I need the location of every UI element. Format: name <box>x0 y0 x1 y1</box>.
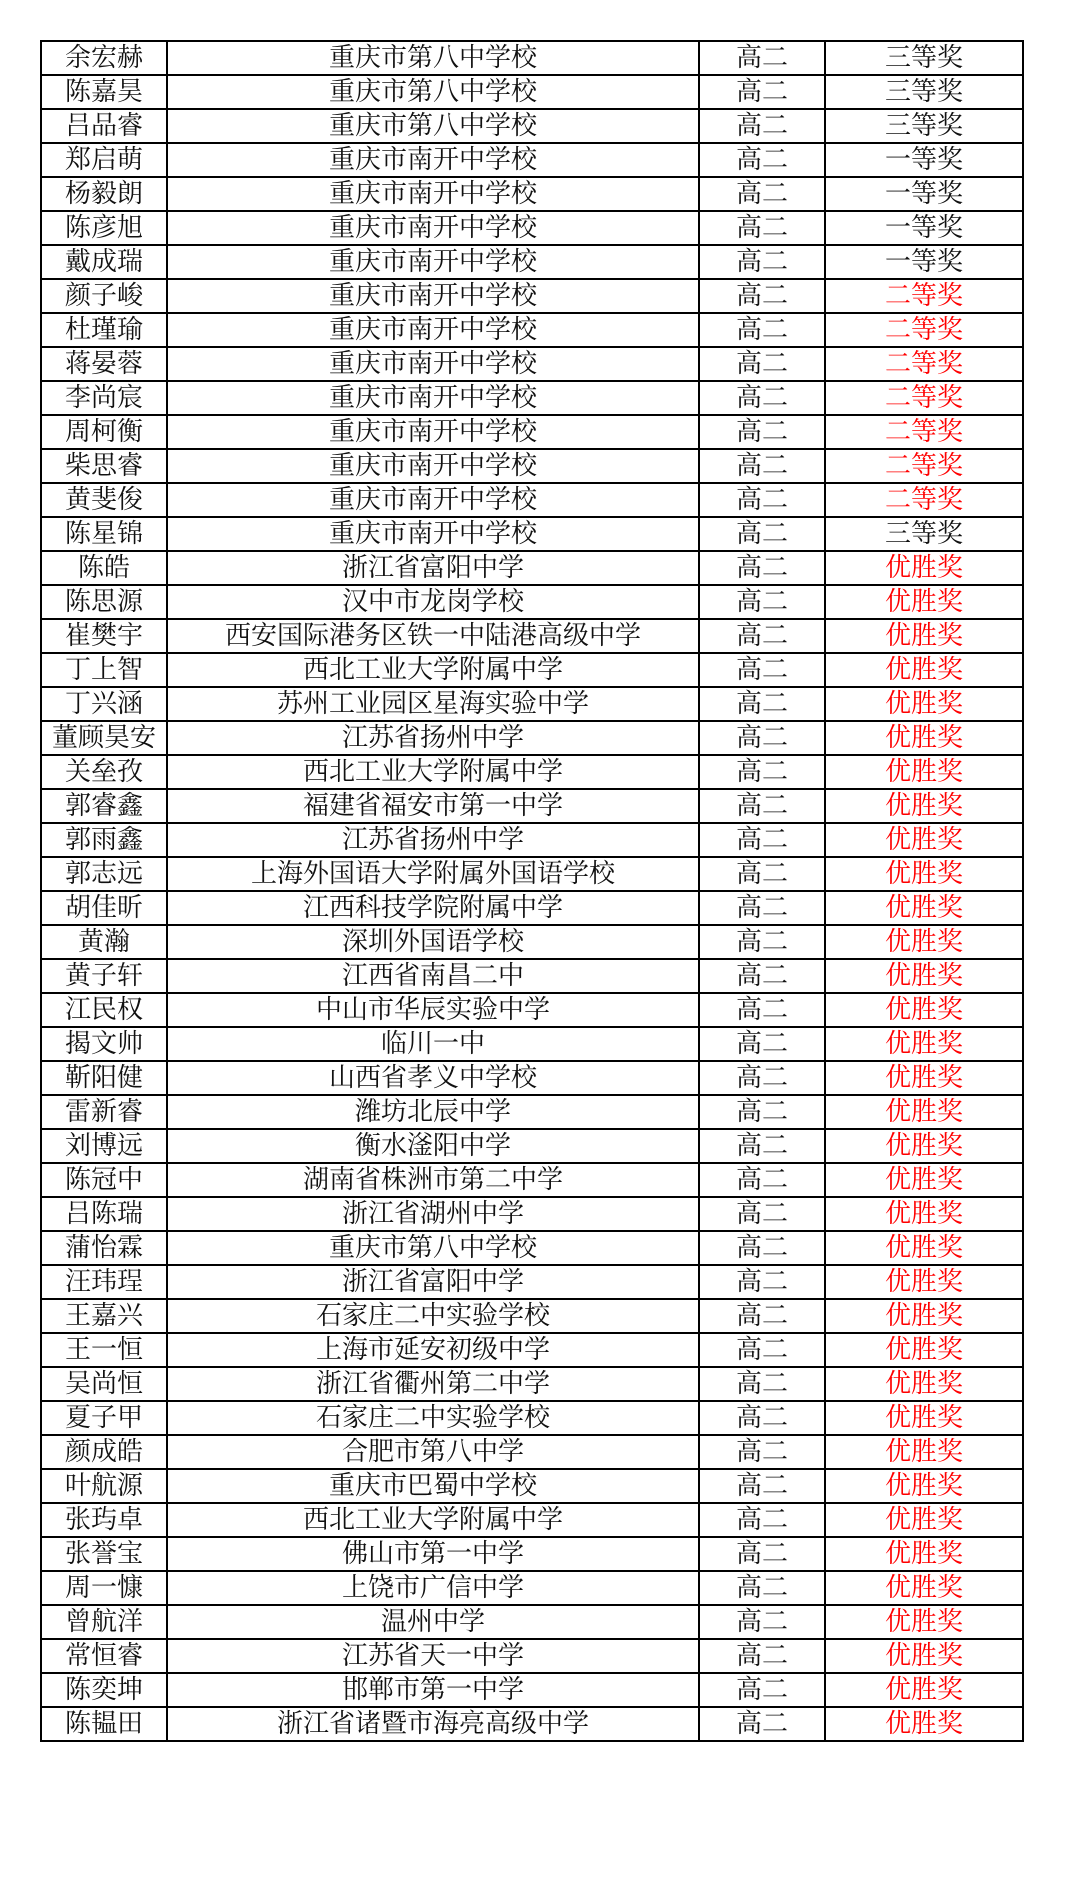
table-row <box>41 755 1023 789</box>
school-cell: 上海外国语大学附属外国语学校 <box>167 857 699 891</box>
grade-cell: 高二 <box>699 1673 825 1707</box>
school-cell: 重庆市南开中学校 <box>167 313 699 347</box>
grade-cell: 高二 <box>699 75 825 109</box>
student-name-cell: 颜成皓 <box>41 1435 167 1469</box>
table-row <box>41 1469 1023 1503</box>
award-cell: 一等奖 <box>825 143 1023 177</box>
table-row <box>41 1299 1023 1333</box>
award-cell: 二等奖 <box>825 381 1023 415</box>
table-row <box>41 1197 1023 1231</box>
student-name-cell: 靳阳健 <box>41 1061 167 1095</box>
grade-cell: 高二 <box>699 1061 825 1095</box>
school-cell: 合肥市第八中学 <box>167 1435 699 1469</box>
table-row <box>41 891 1023 925</box>
award-cell: 优胜奖 <box>825 1197 1023 1231</box>
student-name-cell: 周柯衡 <box>41 415 167 449</box>
award-cell: 优胜奖 <box>825 585 1023 619</box>
award-cell: 一等奖 <box>825 177 1023 211</box>
school-cell: 临川一中 <box>167 1027 699 1061</box>
grade-cell: 高二 <box>699 789 825 823</box>
school-cell: 江苏省天一中学 <box>167 1639 699 1673</box>
table-row <box>41 279 1023 313</box>
student-name-cell: 蒋晏蓉 <box>41 347 167 381</box>
award-cell: 优胜奖 <box>825 1095 1023 1129</box>
award-cell: 优胜奖 <box>825 1061 1023 1095</box>
award-cell: 优胜奖 <box>825 789 1023 823</box>
table-row <box>41 1435 1023 1469</box>
school-cell: 重庆市第八中学校 <box>167 41 699 75</box>
grade-cell: 高二 <box>699 1537 825 1571</box>
school-cell: 浙江省衢州第二中学 <box>167 1367 699 1401</box>
grade-cell: 高二 <box>699 1503 825 1537</box>
table-row <box>41 1503 1023 1537</box>
award-cell: 二等奖 <box>825 279 1023 313</box>
grade-cell: 高二 <box>699 1435 825 1469</box>
table-row <box>41 1639 1023 1673</box>
table-row <box>41 381 1023 415</box>
student-name-cell: 陈奕坤 <box>41 1673 167 1707</box>
grade-cell: 高二 <box>699 1707 825 1741</box>
student-name-cell: 吴尚恒 <box>41 1367 167 1401</box>
grade-cell: 高二 <box>699 1163 825 1197</box>
table-row <box>41 1367 1023 1401</box>
table-row <box>41 1333 1023 1367</box>
student-name-cell: 雷新睿 <box>41 1095 167 1129</box>
award-cell: 优胜奖 <box>825 823 1023 857</box>
grade-cell: 高二 <box>699 313 825 347</box>
grade-cell: 高二 <box>699 1469 825 1503</box>
table-row <box>41 143 1023 177</box>
award-cell: 优胜奖 <box>825 891 1023 925</box>
award-cell: 优胜奖 <box>825 1299 1023 1333</box>
school-cell: 浙江省富阳中学 <box>167 1265 699 1299</box>
grade-cell: 高二 <box>699 891 825 925</box>
award-cell: 二等奖 <box>825 313 1023 347</box>
student-name-cell: 吕品睿 <box>41 109 167 143</box>
awards-table-body <box>41 41 1023 1741</box>
school-cell: 潍坊北辰中学 <box>167 1095 699 1129</box>
table-row <box>41 313 1023 347</box>
student-name-cell: 周一慷 <box>41 1571 167 1605</box>
grade-cell: 高二 <box>699 857 825 891</box>
award-cell: 优胜奖 <box>825 1673 1023 1707</box>
student-name-cell: 吕陈瑞 <box>41 1197 167 1231</box>
grade-cell: 高二 <box>699 619 825 653</box>
school-cell: 上饶市广信中学 <box>167 1571 699 1605</box>
grade-cell: 高二 <box>699 1027 825 1061</box>
student-name-cell: 常恒睿 <box>41 1639 167 1673</box>
student-name-cell: 黄斐俊 <box>41 483 167 517</box>
student-name-cell: 陈冠中 <box>41 1163 167 1197</box>
grade-cell: 高二 <box>699 245 825 279</box>
school-cell: 浙江省诸暨市海亮高级中学 <box>167 1707 699 1741</box>
table-row <box>41 1265 1023 1299</box>
award-cell: 优胜奖 <box>825 619 1023 653</box>
student-name-cell: 夏子甲 <box>41 1401 167 1435</box>
grade-cell: 高二 <box>699 109 825 143</box>
school-cell: 江西科技学院附属中学 <box>167 891 699 925</box>
school-cell: 重庆市第八中学校 <box>167 1231 699 1265</box>
table-row <box>41 1163 1023 1197</box>
table-row <box>41 517 1023 551</box>
grade-cell: 高二 <box>699 1231 825 1265</box>
grade-cell: 高二 <box>699 483 825 517</box>
student-name-cell: 崔樊宇 <box>41 619 167 653</box>
student-name-cell: 王嘉兴 <box>41 1299 167 1333</box>
grade-cell: 高二 <box>699 279 825 313</box>
student-name-cell: 郭睿鑫 <box>41 789 167 823</box>
school-cell: 西北工业大学附属中学 <box>167 1503 699 1537</box>
table-row <box>41 41 1023 75</box>
school-cell: 浙江省富阳中学 <box>167 551 699 585</box>
student-name-cell: 杜瑾瑜 <box>41 313 167 347</box>
school-cell: 重庆市南开中学校 <box>167 415 699 449</box>
table-row <box>41 211 1023 245</box>
student-name-cell: 蒲怡霖 <box>41 1231 167 1265</box>
student-name-cell: 胡佳昕 <box>41 891 167 925</box>
table-row <box>41 721 1023 755</box>
student-name-cell: 张玙卓 <box>41 1503 167 1537</box>
student-name-cell: 江民权 <box>41 993 167 1027</box>
school-cell: 重庆市南开中学校 <box>167 381 699 415</box>
student-name-cell: 余宏赫 <box>41 41 167 75</box>
table-row <box>41 1673 1023 1707</box>
award-cell: 三等奖 <box>825 517 1023 551</box>
grade-cell: 高二 <box>699 1333 825 1367</box>
award-cell: 优胜奖 <box>825 1435 1023 1469</box>
award-cell: 优胜奖 <box>825 1605 1023 1639</box>
award-cell: 优胜奖 <box>825 857 1023 891</box>
award-cell: 三等奖 <box>825 75 1023 109</box>
school-cell: 湖南省株洲市第二中学 <box>167 1163 699 1197</box>
award-cell: 优胜奖 <box>825 721 1023 755</box>
award-cell: 优胜奖 <box>825 993 1023 1027</box>
school-cell: 温州中学 <box>167 1605 699 1639</box>
school-cell: 重庆市巴蜀中学校 <box>167 1469 699 1503</box>
table-row <box>41 1605 1023 1639</box>
grade-cell: 高二 <box>699 449 825 483</box>
school-cell: 山西省孝义中学校 <box>167 1061 699 1095</box>
award-cell: 优胜奖 <box>825 1537 1023 1571</box>
table-row <box>41 857 1023 891</box>
grade-cell: 高二 <box>699 1367 825 1401</box>
school-cell: 重庆市南开中学校 <box>167 483 699 517</box>
school-cell: 苏州工业园区星海实验中学 <box>167 687 699 721</box>
award-cell: 优胜奖 <box>825 1367 1023 1401</box>
table-row <box>41 1027 1023 1061</box>
school-cell: 石家庄二中实验学校 <box>167 1401 699 1435</box>
student-name-cell: 刘博远 <box>41 1129 167 1163</box>
school-cell: 重庆市第八中学校 <box>167 109 699 143</box>
grade-cell: 高二 <box>699 1129 825 1163</box>
grade-cell: 高二 <box>699 1571 825 1605</box>
table-row <box>41 75 1023 109</box>
school-cell: 重庆市南开中学校 <box>167 177 699 211</box>
award-cell: 优胜奖 <box>825 1265 1023 1299</box>
award-cell: 二等奖 <box>825 347 1023 381</box>
school-cell: 重庆市南开中学校 <box>167 211 699 245</box>
student-name-cell: 陈彦旭 <box>41 211 167 245</box>
grade-cell: 高二 <box>699 551 825 585</box>
table-row <box>41 619 1023 653</box>
award-cell: 优胜奖 <box>825 1707 1023 1741</box>
grade-cell: 高二 <box>699 1265 825 1299</box>
grade-cell: 高二 <box>699 755 825 789</box>
student-name-cell: 关垒孜 <box>41 755 167 789</box>
table-row <box>41 1571 1023 1605</box>
school-cell: 重庆市南开中学校 <box>167 449 699 483</box>
award-cell: 优胜奖 <box>825 1503 1023 1537</box>
table-row <box>41 823 1023 857</box>
student-name-cell: 黄瀚 <box>41 925 167 959</box>
table-row <box>41 1061 1023 1095</box>
award-cell: 二等奖 <box>825 415 1023 449</box>
awards-table <box>40 40 1024 1742</box>
grade-cell: 高二 <box>699 653 825 687</box>
student-name-cell: 丁上智 <box>41 653 167 687</box>
table-row <box>41 483 1023 517</box>
student-name-cell: 郑启萌 <box>41 143 167 177</box>
award-cell: 优胜奖 <box>825 755 1023 789</box>
school-cell: 西北工业大学附属中学 <box>167 755 699 789</box>
student-name-cell: 陈思源 <box>41 585 167 619</box>
grade-cell: 高二 <box>699 823 825 857</box>
student-name-cell: 郭志远 <box>41 857 167 891</box>
student-name-cell: 张誉宝 <box>41 1537 167 1571</box>
award-cell: 优胜奖 <box>825 1129 1023 1163</box>
school-cell: 西北工业大学附属中学 <box>167 653 699 687</box>
student-name-cell: 曾航洋 <box>41 1605 167 1639</box>
table-row <box>41 789 1023 823</box>
award-cell: 一等奖 <box>825 211 1023 245</box>
grade-cell: 高二 <box>699 381 825 415</box>
table-row <box>41 687 1023 721</box>
award-cell: 三等奖 <box>825 109 1023 143</box>
grade-cell: 高二 <box>699 517 825 551</box>
grade-cell: 高二 <box>699 585 825 619</box>
table-row <box>41 585 1023 619</box>
school-cell: 上海市延安初级中学 <box>167 1333 699 1367</box>
table-row <box>41 109 1023 143</box>
table-row <box>41 1537 1023 1571</box>
table-row <box>41 177 1023 211</box>
student-name-cell: 叶航源 <box>41 1469 167 1503</box>
student-name-cell: 陈嘉昊 <box>41 75 167 109</box>
grade-cell: 高二 <box>699 721 825 755</box>
award-cell: 优胜奖 <box>825 925 1023 959</box>
grade-cell: 高二 <box>699 993 825 1027</box>
student-name-cell: 汪玮珵 <box>41 1265 167 1299</box>
student-name-cell: 柴思睿 <box>41 449 167 483</box>
award-cell: 优胜奖 <box>825 687 1023 721</box>
student-name-cell: 杨毅朗 <box>41 177 167 211</box>
award-cell: 二等奖 <box>825 483 1023 517</box>
student-name-cell: 揭文帅 <box>41 1027 167 1061</box>
school-cell: 汉中市龙岗学校 <box>167 585 699 619</box>
award-cell: 优胜奖 <box>825 1231 1023 1265</box>
grade-cell: 高二 <box>699 143 825 177</box>
award-cell: 优胜奖 <box>825 1401 1023 1435</box>
award-cell: 优胜奖 <box>825 1163 1023 1197</box>
award-cell: 优胜奖 <box>825 653 1023 687</box>
school-cell: 衡水滏阳中学 <box>167 1129 699 1163</box>
grade-cell: 高二 <box>699 1401 825 1435</box>
grade-cell: 高二 <box>699 687 825 721</box>
school-cell: 佛山市第一中学 <box>167 1537 699 1571</box>
grade-cell: 高二 <box>699 959 825 993</box>
school-cell: 邯郸市第一中学 <box>167 1673 699 1707</box>
award-cell: 优胜奖 <box>825 1333 1023 1367</box>
table-row <box>41 551 1023 585</box>
school-cell: 重庆市南开中学校 <box>167 279 699 313</box>
school-cell: 重庆市南开中学校 <box>167 143 699 177</box>
student-name-cell: 陈韫田 <box>41 1707 167 1741</box>
table-row <box>41 347 1023 381</box>
table-row <box>41 993 1023 1027</box>
award-cell: 优胜奖 <box>825 1027 1023 1061</box>
school-cell: 重庆市南开中学校 <box>167 517 699 551</box>
grade-cell: 高二 <box>699 1605 825 1639</box>
award-cell: 优胜奖 <box>825 959 1023 993</box>
student-name-cell: 戴成瑞 <box>41 245 167 279</box>
table-row <box>41 959 1023 993</box>
table-row <box>41 1707 1023 1741</box>
school-cell: 西安国际港务区铁一中陆港高级中学 <box>167 619 699 653</box>
award-cell: 优胜奖 <box>825 1571 1023 1605</box>
school-cell: 江苏省扬州中学 <box>167 823 699 857</box>
school-cell: 江苏省扬州中学 <box>167 721 699 755</box>
school-cell: 福建省福安市第一中学 <box>167 789 699 823</box>
school-cell: 浙江省湖州中学 <box>167 1197 699 1231</box>
table-row <box>41 415 1023 449</box>
award-cell: 优胜奖 <box>825 551 1023 585</box>
school-cell: 重庆市第八中学校 <box>167 75 699 109</box>
student-name-cell: 丁兴涵 <box>41 687 167 721</box>
table-row <box>41 653 1023 687</box>
grade-cell: 高二 <box>699 1299 825 1333</box>
grade-cell: 高二 <box>699 1095 825 1129</box>
award-cell: 三等奖 <box>825 41 1023 75</box>
grade-cell: 高二 <box>699 415 825 449</box>
school-cell: 江西省南昌二中 <box>167 959 699 993</box>
student-name-cell: 王一恒 <box>41 1333 167 1367</box>
school-cell: 中山市华辰实验中学 <box>167 993 699 1027</box>
student-name-cell: 黄子轩 <box>41 959 167 993</box>
table-row <box>41 245 1023 279</box>
student-name-cell: 颜子峻 <box>41 279 167 313</box>
award-cell: 二等奖 <box>825 449 1023 483</box>
school-cell: 重庆市南开中学校 <box>167 245 699 279</box>
table-row <box>41 449 1023 483</box>
grade-cell: 高二 <box>699 1639 825 1673</box>
grade-cell: 高二 <box>699 925 825 959</box>
table-row <box>41 1231 1023 1265</box>
table-row <box>41 1401 1023 1435</box>
grade-cell: 高二 <box>699 211 825 245</box>
student-name-cell: 陈星锦 <box>41 517 167 551</box>
student-name-cell: 郭雨鑫 <box>41 823 167 857</box>
grade-cell: 高二 <box>699 1197 825 1231</box>
school-cell: 重庆市南开中学校 <box>167 347 699 381</box>
grade-cell: 高二 <box>699 347 825 381</box>
award-cell: 一等奖 <box>825 245 1023 279</box>
table-row <box>41 925 1023 959</box>
student-name-cell: 董顾昊安 <box>41 721 167 755</box>
table-row <box>41 1095 1023 1129</box>
student-name-cell: 李尚宸 <box>41 381 167 415</box>
award-cell: 优胜奖 <box>825 1639 1023 1673</box>
grade-cell: 高二 <box>699 177 825 211</box>
award-cell: 优胜奖 <box>825 1469 1023 1503</box>
grade-cell: 高二 <box>699 41 825 75</box>
school-cell: 石家庄二中实验学校 <box>167 1299 699 1333</box>
student-name-cell: 陈皓 <box>41 551 167 585</box>
table-row <box>41 1129 1023 1163</box>
school-cell: 深圳外国语学校 <box>167 925 699 959</box>
